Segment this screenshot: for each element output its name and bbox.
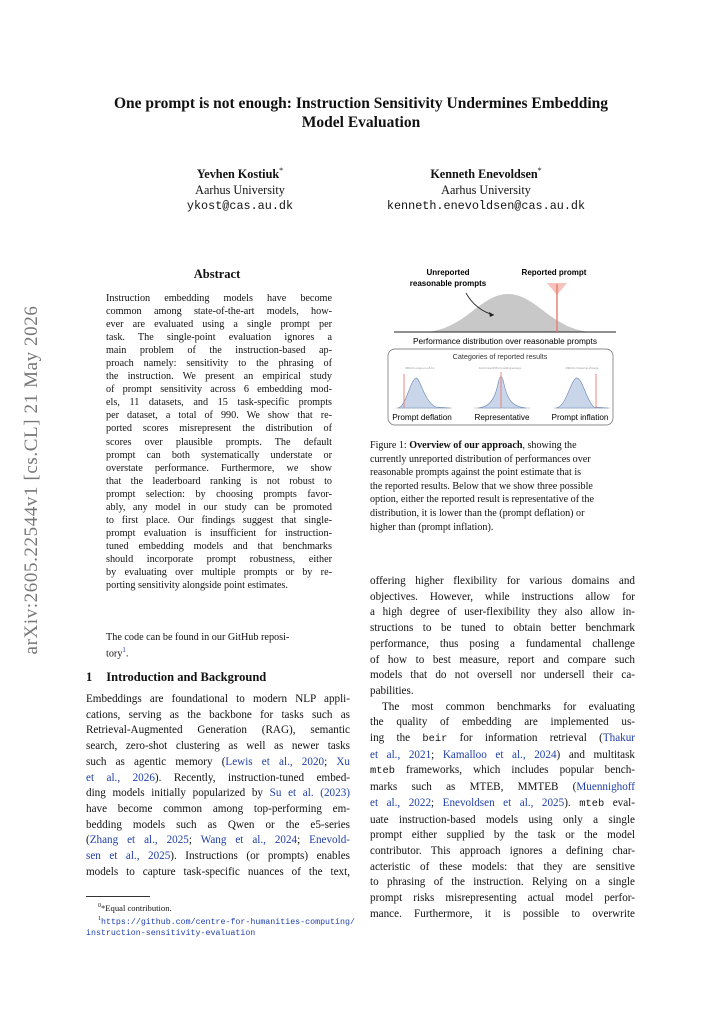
intro-right-column [370,574,635,922]
intro-left-column [86,692,350,880]
panel-title: ArxivClusterP2P.v2-multilingual-large [478,367,522,370]
abstract-heading: Abstract [193,267,241,281]
text-segment: ; [431,748,443,761]
label-unreported-1: Unreported [426,268,470,277]
code-term: beir [422,733,448,746]
footnotes [86,901,386,939]
body-line [370,844,635,860]
caption-line: higher than (prompt inflation). [370,521,494,533]
body-line [370,700,635,716]
body-line [86,802,350,818]
abstract-line: to first place. Our findings suggest that single- [106,514,332,526]
body-line [370,653,635,669]
text-segment: the quality of embedding are implemented us- [370,716,635,729]
section-heading [86,670,266,685]
text-segment: pabilities. [370,684,414,697]
body-line [370,860,635,876]
text-segment: mance. Furthermore, it is possible to overwrite [370,907,635,920]
caption-bold: Overview of our approach [409,440,523,451]
arxiv-stamp-text: arXiv:2605.22544v1 [cs.CL] 21 May 2026 [21,305,42,655]
author-affiliation: Aarhus University [441,182,531,197]
body-line [370,828,635,844]
text-segment: for information retrieval ( [447,732,603,745]
text-segment: have become common among top-performing em- [86,802,350,815]
text-segment: ( [86,834,90,847]
text-segment: bedding models such as Qwen or the e5-series [86,818,350,831]
text-segment: ). [564,796,580,809]
body-line [370,780,635,796]
citation-link[interactable]: Lewis et al., 2020 [225,755,325,768]
panel-label: Representative [474,413,530,422]
body-line [86,692,350,708]
body-line [370,796,635,813]
citation-link[interactable]: et al., 2021 [370,748,432,761]
code-term: mteb [579,797,605,810]
caption-line: currently unreported distribution of performances over [370,453,591,465]
code-note-line2: tory [106,648,123,660]
footnote-ref-1[interactable]: 1 [122,646,126,655]
footnote-url-line2[interactable]: instruction-sensitivity-evaluation [86,928,256,938]
abstract-line: ably, any model in our study can be promoted [106,501,332,513]
text-segment: performance, thus posing a fundamental challenge [370,637,635,650]
body-line [370,907,635,923]
code-note-line1: The code can be found in our GitHub reposi- [106,632,290,643]
text-segment: ). Recently, instruction-tuned embed- [154,771,350,784]
abstract-line: tuned embedding models and that benchmarks [106,540,332,552]
abstract-line: proach namely: sensitivity to the phrasing of [106,358,332,370]
citation-link[interactable]: Thakur [602,732,635,745]
text-segment: Retrieval-Augmented Generation (RAG), semantic [86,724,350,737]
citation-link[interactable]: sen et al., 2025 [86,850,171,863]
code-note-end: . [125,648,129,660]
citation-link[interactable]: Kamalloo et al., 2024 [442,748,557,761]
citation-link[interactable]: et al., 2022 [370,796,432,809]
text-segment: ; [188,834,201,847]
text-segment: cations, serving as the backbone for tasks such as [86,708,350,721]
body-line [370,621,635,637]
title-line-2: Model Evaluation [301,114,421,131]
abstract-line: overstate performance. Furthermore, we show [106,462,332,474]
text-segment: The most common benchmarks for evaluating [382,700,635,713]
abstract-line: by evaluating over multiple prompts or by re- [106,566,332,578]
text-segment: ) and multitask [556,748,635,761]
body-line [370,637,635,653]
text-segment: models that do not oversell nor undersell their ca- [370,669,635,682]
body-line [86,833,350,849]
body-line [86,865,350,881]
abstract-line: scores over plausible prompts. The default [106,436,332,448]
body-line [370,590,635,606]
citation-link[interactable]: Enevoldsen et al., 2025 [442,796,565,809]
caption-line: reasonable prompts against the point estimate that is [370,467,582,479]
abstract-line: els, 11 datasets, and 15 task-specific prompts [106,397,332,409]
text-segment: models to capture task-specific nuances of the text, [86,865,350,878]
panel-label: Prompt inflation [551,413,609,422]
box-title: Categories of reported results [452,352,548,361]
abstract-line: per dataset, a total of 990. We show that re- [106,410,332,422]
body-line [370,891,635,907]
author-block-1 [130,163,350,214]
text-segment: ing the [370,732,423,745]
text-segment: such as agentic memory ( [86,755,226,768]
text-segment: eval- [604,796,635,809]
panel-density [398,378,450,408]
panel-inflation [552,366,610,422]
abstract-line: main problem of the instruction-based ap- [106,345,332,357]
panel-title: MIRACL-Large-en-e5-0.1 [405,367,435,370]
text-segment: marks such as MTEB, MMTEB ( [370,781,577,794]
text-segment: ). Instructions (or prompts) enables [170,850,350,863]
text-segment: structions to be tuned to obtain better benchmark [370,622,635,635]
abstract-line: task. The single-point evaluation ignores a [106,332,332,344]
body-line [86,786,350,802]
text-segment: offering higher flexibility for various domains and [370,575,635,587]
panel-density [556,378,608,408]
footnote-rule [86,896,150,897]
caption-line: distribution, it is lower than the (prompt deflation) or [370,507,585,519]
caption-line: the reported results. Below that we show three possible [370,480,593,492]
body-line [86,771,350,787]
abstract-line: that the leaderboard ranking is not robust to [106,475,332,487]
text-segment: acteristic of these models: that they are sensitive [370,860,635,873]
abstract-line: porting sensitivity alongside point estimates. [106,580,288,592]
code-term: mteb [370,765,395,778]
figure-caption [370,439,635,534]
text-segment: contributor. This approach ignores a defining char- [370,844,635,857]
title-line-1: One prompt is not enough: Instruction Sensitivity Undermines Embedding [113,95,609,112]
footnote-mark: 1 [98,915,101,922]
text-segment: uate instruction-based models using only a single [370,813,635,826]
body-line [86,755,350,771]
author-name: Yevhen Kostiuk [196,167,280,182]
abstract-line: of prompt sensitivity across 6 embedding mod- [106,384,332,396]
axis-label: Performance distribution over reasonable prompts [412,336,598,346]
section-number: 1 [86,670,93,684]
author-email[interactable]: kenneth.enevoldsen@cas.au.dk [386,198,586,213]
author-mark: * [279,166,284,175]
abstract-line: prompt evaluation is insufficient for instruction- [106,527,332,539]
text-segment: a high degree of user-flexibility they also allow in- [370,606,635,619]
text-segment: frameworks, which includes popular bench- [394,764,635,777]
author-block-2 [366,163,606,214]
abstract-line: the instruction. We present an empirical study [106,371,332,383]
body-line [86,739,350,755]
caption-line: , showing the [522,440,577,451]
citation-link[interactable]: Wang et al., 2024 [200,834,298,847]
citation-link[interactable]: Muennighoff [576,781,635,794]
body-line [86,708,350,724]
text-segment: ; [431,796,443,809]
citation-link[interactable]: Su et al. (2023) [269,787,350,800]
body-line [370,875,635,891]
text-segment: Embeddings are foundational to modern NLP appli- [86,693,350,705]
caption-line: option, either the reported result is representative of the [370,494,594,506]
panel-label: Prompt deflation [392,413,452,422]
text-segment: search, zero-shot clustering as well as newer tasks [86,740,350,753]
paper-title [70,94,652,132]
citation-link[interactable]: Zhang et al., 2025 [89,834,189,847]
section-title: Introduction and Background [106,670,267,684]
text-segment: ; [324,755,337,768]
text-segment: objectives. However, while instructions allow for [370,590,635,603]
abstract-code-note [106,631,332,660]
author-mark: * [537,166,542,175]
abstract-line: prompt can both systematically understate or [106,449,332,461]
body-line [370,731,635,748]
label-reported: Reported prompt [521,268,587,277]
abstract-line: common among state-of-the-art models, how- [106,306,332,318]
body-line [370,715,635,731]
body-line [370,574,635,590]
text-segment: prompt risks misrepresenting actual model perfor- [370,892,635,905]
body-line [370,763,635,780]
body-line [370,684,635,700]
citation-link[interactable]: Enevold- [309,834,351,847]
label-unreported-2: reasonable prompts [409,279,487,288]
text-segment: ; [297,834,310,847]
citation-link[interactable]: Xu [336,755,350,768]
body-line [86,849,350,865]
footnote-equal: *Equal contribution. [101,902,172,913]
panel-title: MIRACL-Clustering-e5-large [565,367,599,370]
body-line [370,668,635,684]
body-line [370,605,635,621]
body-line [86,723,350,739]
citation-link[interactable]: et al., 2026 [86,771,155,784]
abstract-body [106,292,332,592]
footnote-mark: 0 [98,903,101,909]
text-segment: ding models initially popularized by [86,787,270,800]
panel-density [478,377,526,409]
text-segment: to phrasing of the instruction. Relying on a single [370,876,635,889]
figure-1 [380,262,630,432]
abstract-line: Instruction embedding models have become [106,293,332,304]
abstract-line: prompt selection: by choosing prompts favor- [106,488,332,500]
abstract-line: should incorporate prompt robustness, either [106,553,332,565]
panel-representative [474,366,530,422]
author-affiliation: Aarhus University [195,182,285,197]
footnote-url-line1[interactable]: https://github.com/centre-for-humanities-computing/ [101,917,355,927]
abstract-line: ever are evaluated using a single prompt per [106,319,332,331]
body-line [86,818,350,834]
body-line [370,748,635,764]
caption-label: Figure 1: [370,440,407,451]
distribution-bell [425,294,592,332]
abstract-line: ported scores misrepresent the distribution of [106,423,332,435]
panel-deflation [392,366,452,422]
body-line [370,813,635,829]
author-email[interactable]: ykost@cas.au.dk [186,198,294,213]
text-segment: of how to best measure, report and compare such [370,653,635,666]
author-name: Kenneth Enevoldsen [430,167,538,182]
text-segment: prompt either supplied by the task or the model [370,829,635,842]
